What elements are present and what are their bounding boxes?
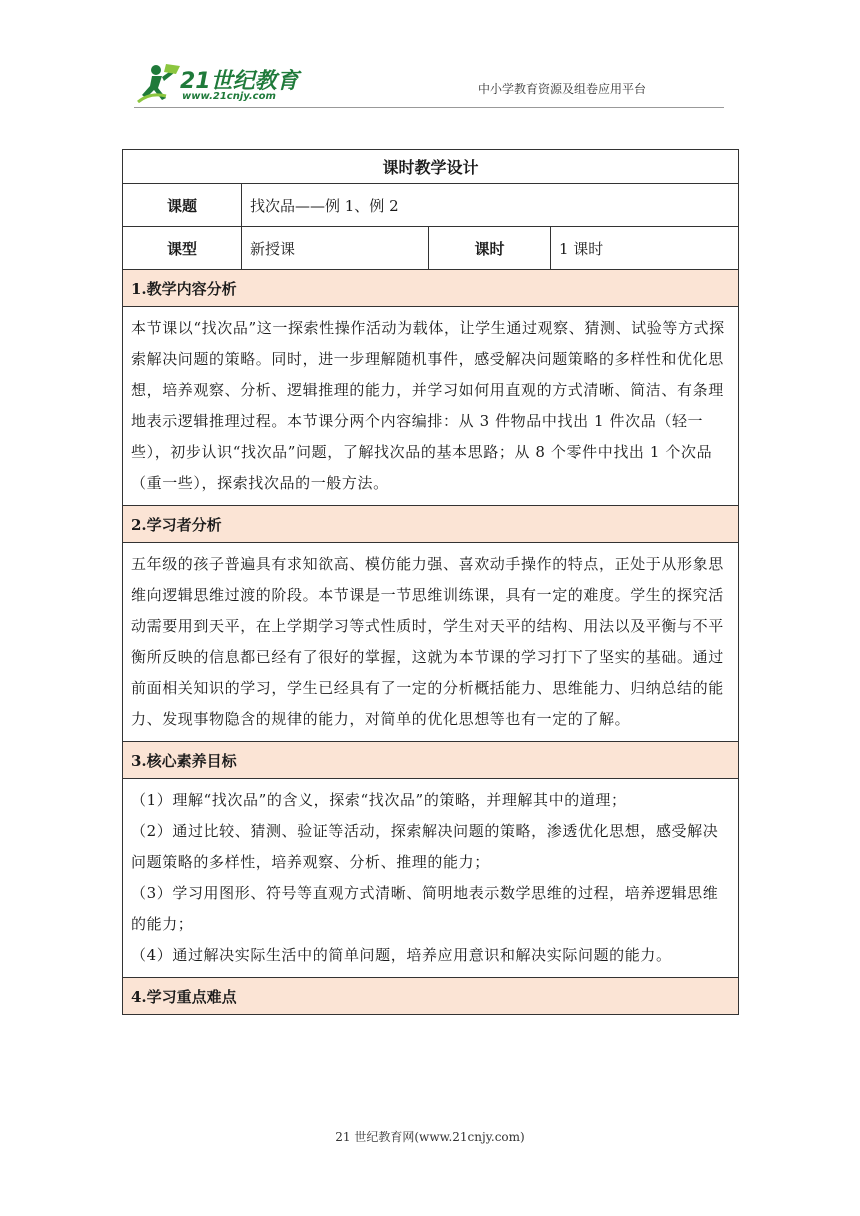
section-body-2: 五年级的孩子普遍具有求知欲高、模仿能力强、喜欢动手操作的特点，正处于从形象思维向逻辑思维过渡的阶段。本节课是一节思维训练课，具有一定的难度。学生的探究活动需要用到天平，在上学期学习等式性质时，学生对天平的结构、用法以及平衡与不平衡所反映的信息都已经有了很好的掌握，这就为本节课的学习打下了坚实的基础。通过前面相关知识的学习，学生已经具有了一定的分析概括能力、思维能力、归纳总结的能力、发现事物隐含的规律的能力，对简单的优化思想等也有一定的了解。 — [123, 543, 739, 742]
runner-logo-icon — [136, 62, 182, 106]
logo-url: www.21cnjy.com — [182, 91, 276, 102]
section-body-core-goals — [123, 779, 739, 978]
header-divider — [134, 107, 724, 108]
site-logo[interactable] — [136, 62, 306, 106]
section-heading-learner-analysis — [123, 506, 739, 543]
goal-item: （2）通过比较、猜测、验证等活动，探索解决问题的策略，渗透优化思想，感受解决问题策略的多样性，培养观察、分析、推理的能力； — [131, 822, 719, 871]
section-body-content-analysis — [123, 307, 739, 506]
hours-value: 1 课时 — [551, 227, 739, 270]
section-title-3: 3.核心素养目标 — [123, 742, 739, 779]
goal-item: （3）学习用图形、符号等直观方式清晰、简明地表示数学思维的过程，培养逻辑思维的能力； — [131, 884, 719, 933]
subject-row — [123, 184, 739, 227]
section-body-3 — [123, 779, 739, 978]
section-heading-key-points — [123, 978, 739, 1015]
type-label: 课型 — [123, 227, 242, 270]
page-header — [0, 0, 860, 130]
subject-label: 课题 — [123, 184, 242, 227]
section-body-1: 本节课以“找次品”这一探索性操作活动为载体，让学生通过观察、猜测、试验等方式探索解决问题的策略。同时，进一步理解随机事件，感受解决问题策略的多样性和优化思想，培养观察、分析、逻辑推理的能力，并学习如何用直观的方式清晰、简洁、有条理地表示逻辑推理过程。本节课分两个内容编排：从 3 件物品中找出 1 件次品（轻一些），初步认识“找次品”问题，了解找次品的基本思路；从 8 个零件中找出 1 个次品（重一些），探索找次品的一般方法。 — [123, 307, 739, 506]
section-title-4: 4.学习重点难点 — [123, 978, 739, 1015]
subject-value: 找次品——例 1、例 2 — [242, 184, 739, 227]
section-heading-core-goals — [123, 742, 739, 779]
section-heading-content-analysis — [123, 270, 739, 307]
section-body-learner-analysis — [123, 543, 739, 742]
platform-name: 中小学教育资源及组卷应用平台 — [477, 82, 646, 96]
goal-item: （1）理解“找次品”的含义，探索“找次品”的策略，并理解其中的道理； — [131, 791, 627, 809]
lesson-design-table — [122, 149, 739, 1015]
goal-item: （4）通过解决实际生活中的简单问题，培养应用意识和解决实际问题的能力。 — [131, 946, 672, 964]
type-value: 新授课 — [242, 227, 429, 270]
type-row — [123, 227, 739, 270]
section-title-1: 1.教学内容分析 — [123, 270, 739, 307]
logo-text: 21世纪教育 — [180, 69, 299, 94]
hours-label: 课时 — [429, 227, 551, 270]
page-footer: 21 世纪教育网(www.21cnjy.com) — [335, 1130, 525, 1144]
table-title-row — [123, 150, 739, 184]
table-title: 课时教学设计 — [123, 150, 739, 184]
section-title-2: 2.学习者分析 — [123, 506, 739, 543]
